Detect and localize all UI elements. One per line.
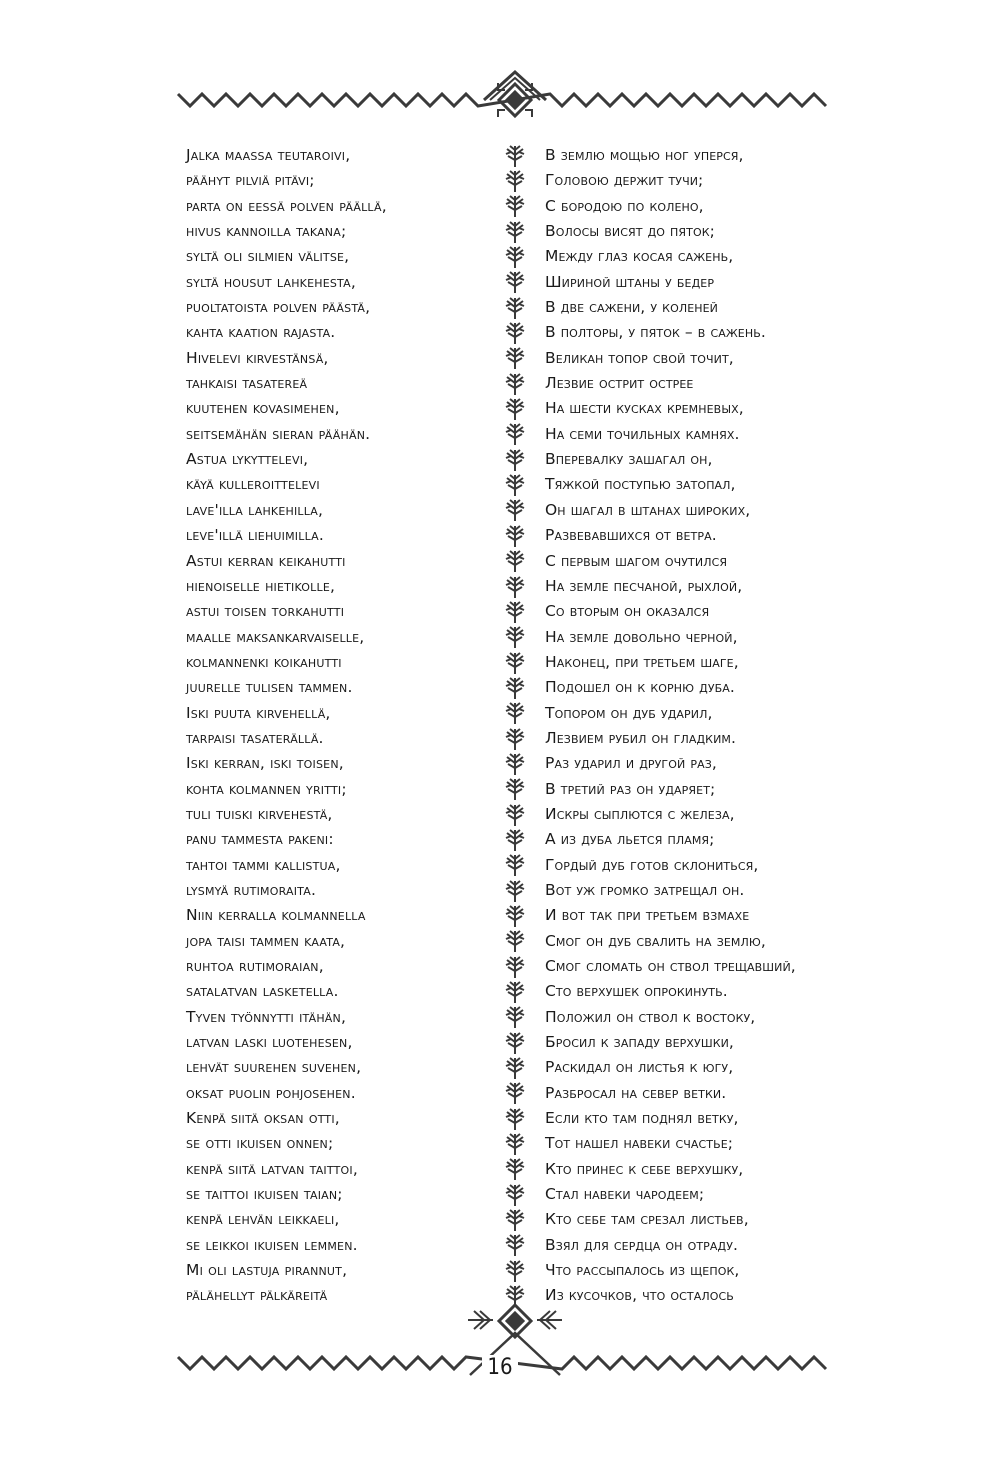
finnish-verse-line: maalle maksankarvaiselle,: [186, 627, 365, 646]
finnish-verse-line: lehvät suurehen suvehen,: [186, 1058, 362, 1077]
sprig-icon: [500, 853, 530, 878]
russian-verse-line: Из кусочков, что осталось: [545, 1286, 734, 1305]
finnish-verse-line: pälähellyt pälkäreitä: [186, 1286, 328, 1305]
russian-verse-line: Шириной штаны у бедер: [545, 272, 715, 291]
russian-verse-line: Кто себе там срезал листьев,: [545, 1210, 749, 1229]
sprig-icon: [500, 447, 530, 472]
finnish-verse-line: kenpä lehvän leikkaeli,: [186, 1210, 340, 1229]
sprig-icon: [500, 802, 530, 827]
russian-verse-line: Искры сыплются с железа,: [545, 804, 735, 823]
finnish-verse-line: Iski puuta kirvehellä,: [186, 703, 331, 722]
sprig-icon: [500, 625, 530, 650]
sprig-icon: [500, 827, 530, 852]
russian-verse-line: Что рассыпалось из щепок,: [545, 1261, 740, 1280]
russian-verse-line: А из дуба льется пламя;: [545, 830, 715, 849]
russian-verse-line: Головою держит тучи;: [545, 171, 704, 190]
russian-verse-line: Раз ударил и другой раз,: [545, 754, 717, 773]
finnish-verse-line: tuli tuiski kirvehestä,: [186, 804, 333, 823]
finnish-verse-line: kolmannenki koikahutti: [186, 652, 342, 671]
finnish-verse-line: kohta kolmannen yritti;: [186, 779, 347, 798]
sprig-icon: [500, 954, 530, 979]
russian-verse-line: Раскидал он листья к югу,: [545, 1058, 734, 1077]
sprig-icon: [500, 320, 530, 345]
bottom-ornament-border: [0, 1295, 1000, 1395]
russian-verse-line: Гордый дуб готов склониться,: [545, 855, 759, 874]
russian-verse-line: Взял для сердца он отраду.: [545, 1235, 739, 1254]
finnish-verse-line: Tyven työnnytti itähän,: [186, 1007, 347, 1026]
sprig-icon: [500, 523, 530, 548]
sprig-icon: [500, 295, 530, 320]
russian-verse-line: Сто верхушек опрокинуть.: [545, 982, 728, 1001]
finnish-verse-line: Astui kerran keikahutti: [186, 551, 346, 570]
sprig-icon: [500, 396, 530, 421]
finnish-verse-line: käyä kulleroittelevi: [186, 475, 320, 494]
finnish-verse-line: Iski kerran, iski toisen,: [186, 754, 344, 773]
finnish-verse-line: tahkaisi tasatereä: [186, 374, 308, 393]
russian-verse-line: Волосы висят до пяток;: [545, 222, 715, 241]
sprig-icon: [500, 675, 530, 700]
sprig-icon: [500, 194, 530, 219]
sprig-icon: [500, 701, 530, 726]
finnish-verse-line: tahtoi tammi kallistua,: [186, 855, 341, 874]
russian-verse-line: С первым шагом очутился: [545, 551, 728, 570]
finnish-verse-line: latvan laski luotehesen,: [186, 1033, 353, 1052]
russian-verse-line: На шести кусках кремневых,: [545, 399, 744, 418]
russian-verse-line: Лезвием рубил он гладким.: [545, 728, 737, 747]
sprig-icon: [500, 1233, 530, 1258]
sprig-icon: [500, 929, 530, 954]
russian-verse-line: Подошел он к корню дуба.: [545, 678, 735, 697]
sprig-icon: [500, 143, 530, 168]
finnish-verse-line: Niin kerralla kolmannella: [186, 906, 366, 925]
finnish-verse-line: leve'illä liehuimilla.: [186, 526, 325, 545]
sprig-icon: [500, 1030, 530, 1055]
sprig-icon: [500, 371, 530, 396]
russian-verse-column: [545, 143, 965, 1309]
finnish-verse-line: tarpaisi tasaterällä.: [186, 728, 324, 747]
finnish-verse-line: ruhtoa rutimoraian,: [186, 957, 324, 975]
finnish-verse-line: Kenpä siitä oksan otti,: [186, 1109, 340, 1128]
russian-verse-line: Наконец, при третьем шаге,: [545, 652, 739, 671]
sprig-icon: [500, 903, 530, 928]
russian-verse-line: Тот нашел навеки счастье;: [545, 1134, 734, 1153]
sprig-icon: [500, 650, 530, 675]
russian-verse-line: Он шагал в штанах широких,: [545, 500, 751, 519]
finnish-verse-line: kenpä siitä latvan taittoi,: [186, 1159, 358, 1178]
sprig-icon: [500, 1258, 530, 1283]
finnish-verse-line: Astua lykyttelevi,: [186, 450, 309, 469]
russian-verse-line: И вот так при третьем взмахе: [545, 906, 750, 925]
finnish-verse-line: hienoiselle hietikolle,: [186, 576, 336, 595]
sprig-icon: [500, 244, 530, 269]
sprig-icon: [500, 472, 530, 497]
finnish-verse-line: satalatvan lasketella.: [186, 982, 339, 1001]
finnish-verse-line: se leikkoi ikuisen lemmen.: [186, 1235, 358, 1254]
russian-verse-line: В землю мощью ног уперся,: [545, 146, 744, 164]
finnish-verse-column: [186, 143, 486, 1309]
russian-verse-line: Тяжкой поступью затопал,: [545, 475, 736, 494]
finnish-verse-line: lysmyä rutimoraita.: [186, 880, 317, 899]
sprig-icon: [500, 1106, 530, 1131]
sprig-icon: [500, 574, 530, 599]
finnish-verse-line: päähyt pilviä pitävi;: [186, 171, 315, 190]
russian-verse-line: Вот уж громко затрещал он.: [545, 880, 745, 899]
sprig-icon: [500, 1207, 530, 1232]
russian-verse-line: Разбросал на север ветки.: [545, 1083, 727, 1102]
russian-verse-line: Бросил к западу верхушки,: [545, 1033, 734, 1052]
russian-verse-line: Стал навеки чародеем;: [545, 1185, 705, 1204]
finnish-verse-line: se taittoi ikuisen taian;: [186, 1185, 343, 1204]
russian-verse-line: Развевавшихся от ветра.: [545, 526, 717, 545]
russian-verse-line: В полторы, у пяток – в сажень.: [545, 323, 766, 342]
sprig-icon: [500, 599, 530, 624]
russian-verse-line: В две сажени, у коленей: [545, 298, 719, 317]
russian-verse-line: Вперевалку зашагал он,: [545, 450, 713, 469]
russian-verse-line: На семи точильных камнях.: [545, 424, 740, 443]
finnish-verse-line: juurelle tulisen tammen.: [186, 678, 353, 697]
sprig-icon: [500, 726, 530, 751]
sprig-ornament-column: [500, 143, 530, 1309]
russian-verse-line: Положил он ствол к востоку,: [545, 1007, 756, 1026]
finnish-verse-line: astui toisen torkahutti: [186, 602, 345, 621]
finnish-verse-line: syltä housut lahkehesta,: [186, 272, 356, 291]
sprig-icon: [500, 1157, 530, 1182]
sprig-icon: [500, 1182, 530, 1207]
russian-verse-line: Со вторым он оказался: [545, 602, 710, 621]
sprig-icon: [500, 979, 530, 1004]
russian-verse-line: Топором он дуб ударил,: [545, 703, 713, 722]
russian-verse-line: Смог сломать он ствол трещавший,: [545, 957, 796, 975]
finnish-verse-line: Jalka maassa teutaroivi,: [186, 146, 351, 164]
finnish-verse-line: hivus kannoilla takana;: [186, 222, 347, 241]
finnish-verse-line: syltä oli silmien välitse,: [186, 247, 350, 266]
page-number: 16: [482, 1355, 518, 1380]
russian-verse-line: На земле довольно черной,: [545, 627, 738, 646]
finnish-verse-line: se otti ikuisen onnen;: [186, 1134, 334, 1153]
sprig-icon: [500, 270, 530, 295]
finnish-verse-line: panu tammesta pakeni:: [186, 830, 334, 849]
sprig-icon: [500, 1055, 530, 1080]
russian-verse-line: С бородою по колено,: [545, 196, 704, 215]
finnish-verse-line: Hivelevi kirvestänsä,: [186, 348, 329, 367]
finnish-verse-line: parta on eessä polven päällä,: [186, 196, 387, 215]
sprig-icon: [500, 1005, 530, 1030]
sprig-icon: [500, 498, 530, 523]
finnish-verse-line: Mi oli lastuja pirannut,: [186, 1261, 348, 1280]
russian-verse-line: На земле песчаной, рыхлой,: [545, 576, 743, 595]
top-ornament-border: [0, 60, 1000, 140]
finnish-verse-line: oksat puolin pohjosehen.: [186, 1083, 356, 1102]
russian-verse-line: В третий раз он ударяет;: [545, 779, 716, 798]
sprig-icon: [500, 1081, 530, 1106]
russian-verse-line: Между глаз косая сажень,: [545, 247, 734, 266]
sprig-icon: [500, 878, 530, 903]
finnish-verse-line: kahta kaation rajasta.: [186, 323, 336, 342]
sprig-icon: [500, 422, 530, 447]
finnish-verse-line: kuutehen kovasimehen,: [186, 399, 340, 418]
russian-verse-line: Смог он дуб свалить на землю,: [545, 931, 766, 950]
finnish-verse-line: puoltatoista polven päästä,: [186, 298, 371, 317]
russian-verse-line: Лезвие острит острее: [545, 374, 694, 393]
sprig-icon: [500, 549, 530, 574]
sprig-icon: [500, 777, 530, 802]
russian-verse-line: Великан топор свой точит,: [545, 348, 734, 367]
sprig-icon: [500, 219, 530, 244]
finnish-verse-line: lave'illa lahkehilla,: [186, 500, 324, 519]
sprig-icon: [500, 1131, 530, 1156]
finnish-verse-line: jopa taisi tammen kaata,: [186, 931, 346, 950]
sprig-icon: [500, 751, 530, 776]
russian-verse-line: Кто принес к себе верхушку,: [545, 1159, 744, 1178]
sprig-icon: [500, 346, 530, 371]
russian-verse-line: Если кто там поднял ветку,: [545, 1109, 739, 1128]
sprig-icon: [500, 168, 530, 193]
finnish-verse-line: seitsemähän sieran päähän.: [186, 424, 371, 443]
